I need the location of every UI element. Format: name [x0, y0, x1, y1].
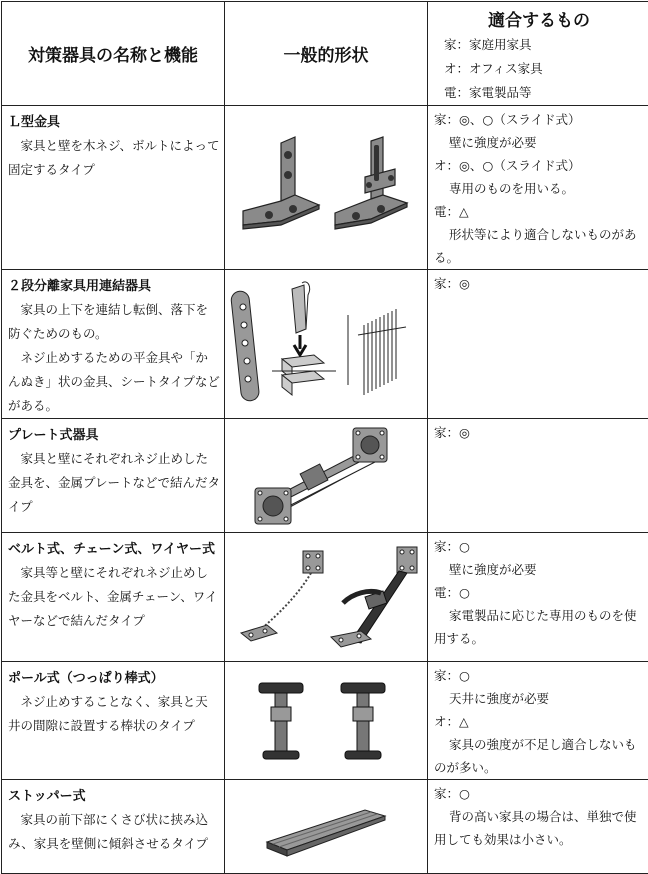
suitable-cell [428, 780, 648, 874]
device-cell [2, 106, 225, 270]
suitable-cell [428, 270, 648, 419]
device-name: ポール式（つっぱり棒式） [2, 662, 224, 690]
fit-line: 壁に強度が必要 [434, 131, 646, 154]
device-cell [2, 270, 225, 419]
device-desc: ネジ止めするための平金具や「かんぬき」状の金具、シートタイプなどがある。 [2, 346, 224, 418]
device-cell [2, 662, 225, 780]
belt-chain-illustration [231, 537, 421, 657]
suitable-cell [428, 662, 648, 780]
device-desc: ネジ止めすることなく、家具と天井の間隙に設置する棒状のタイプ [2, 690, 224, 738]
fit-line: 家：◎、○（スライド式） [434, 108, 646, 131]
shape-cell [225, 419, 428, 533]
header-suitable [428, 2, 648, 106]
fit-line: 形状等により適合しないものがある。 [434, 223, 646, 269]
device-desc: 家具と壁にそれぞれネジ止めした金具を、金属プレートなどで結んだタイプ [2, 447, 224, 519]
suitable-cell [428, 419, 648, 533]
device-name: ストッパー式 [2, 780, 224, 808]
device-name: プレート式器具 [2, 419, 224, 447]
device-name: ２段分離家具用連結器具 [2, 270, 224, 298]
fit-line: オ：◎、○（スライド式） [434, 154, 646, 177]
fit-line: オ：△ [434, 710, 646, 733]
table-row [2, 419, 648, 533]
device-cell [2, 419, 225, 533]
fit-line: 専用のものを用いる。 [434, 177, 646, 200]
tension-pole-illustration [251, 669, 401, 773]
header-row [2, 2, 648, 106]
shape-cell [225, 106, 428, 270]
device-desc: 家具等と壁にそれぞれネジ止めした金具をベルト、金属チェーン、ワイヤーなどで結んだタイプ [2, 561, 224, 633]
header-suitable-title: 適合するもの [428, 6, 648, 31]
fit-line: 電：○ [434, 581, 646, 604]
l-bracket-illustration [231, 133, 421, 243]
fit-line: 電：△ [434, 200, 646, 223]
device-desc: 家具の上下を連結し転倒、落下を防ぐためのもの。 [2, 298, 224, 346]
fit-line: 家電製品に応じた専用のものを使用する。 [434, 604, 646, 650]
shape-cell [225, 662, 428, 780]
countermeasure-table [1, 1, 648, 874]
header-name-function: 対策器具の名称と機能 [2, 2, 225, 106]
header-shape: 一般的形状 [225, 2, 428, 106]
fit-line: 家：○ [434, 664, 646, 687]
table-row [2, 106, 648, 270]
fit-line: 背の高い家具の場合は、単独で使用しても効果は小さい。 [434, 805, 646, 851]
table-row [2, 662, 648, 780]
device-name: Ｌ型金具 [2, 106, 224, 134]
fit-line: 家：◎ [434, 272, 646, 295]
table-row [2, 270, 648, 419]
suitable-cell [428, 106, 648, 270]
fit-line: 家：○ [434, 782, 646, 805]
plate-bracket-illustration [241, 422, 411, 530]
table-row [2, 533, 648, 662]
fit-line: 壁に強度が必要 [434, 558, 646, 581]
device-cell [2, 533, 225, 662]
legend-home: 家：家庭用家具 [428, 33, 648, 57]
shape-cell [225, 533, 428, 662]
legend-appliance: 電：家電製品等 [428, 81, 648, 105]
fit-line: 天井に強度が必要 [434, 687, 646, 710]
two-stage-connector-illustration [228, 275, 424, 413]
stopper-wedge-illustration [261, 792, 391, 862]
suitable-cell [428, 533, 648, 662]
table-row [2, 780, 648, 874]
device-desc: 家具の前下部にくさび状に挟み込み、家具を壁側に傾斜させるタイプ [2, 808, 224, 856]
device-name: ベルト式、チェーン式、ワイヤー式 [2, 533, 224, 561]
fit-line: 家：◎ [434, 421, 646, 444]
shape-cell [225, 270, 428, 419]
shape-cell [225, 780, 428, 874]
device-desc: 家具と壁を木ネジ、ボルトによって固定するタイプ [2, 134, 224, 182]
fit-line: 家具の強度が不足し適合しないものが多い。 [434, 733, 646, 779]
fit-line: 家：○ [434, 535, 646, 558]
device-cell [2, 780, 225, 874]
legend-office: オ：オフィス家具 [428, 57, 648, 81]
